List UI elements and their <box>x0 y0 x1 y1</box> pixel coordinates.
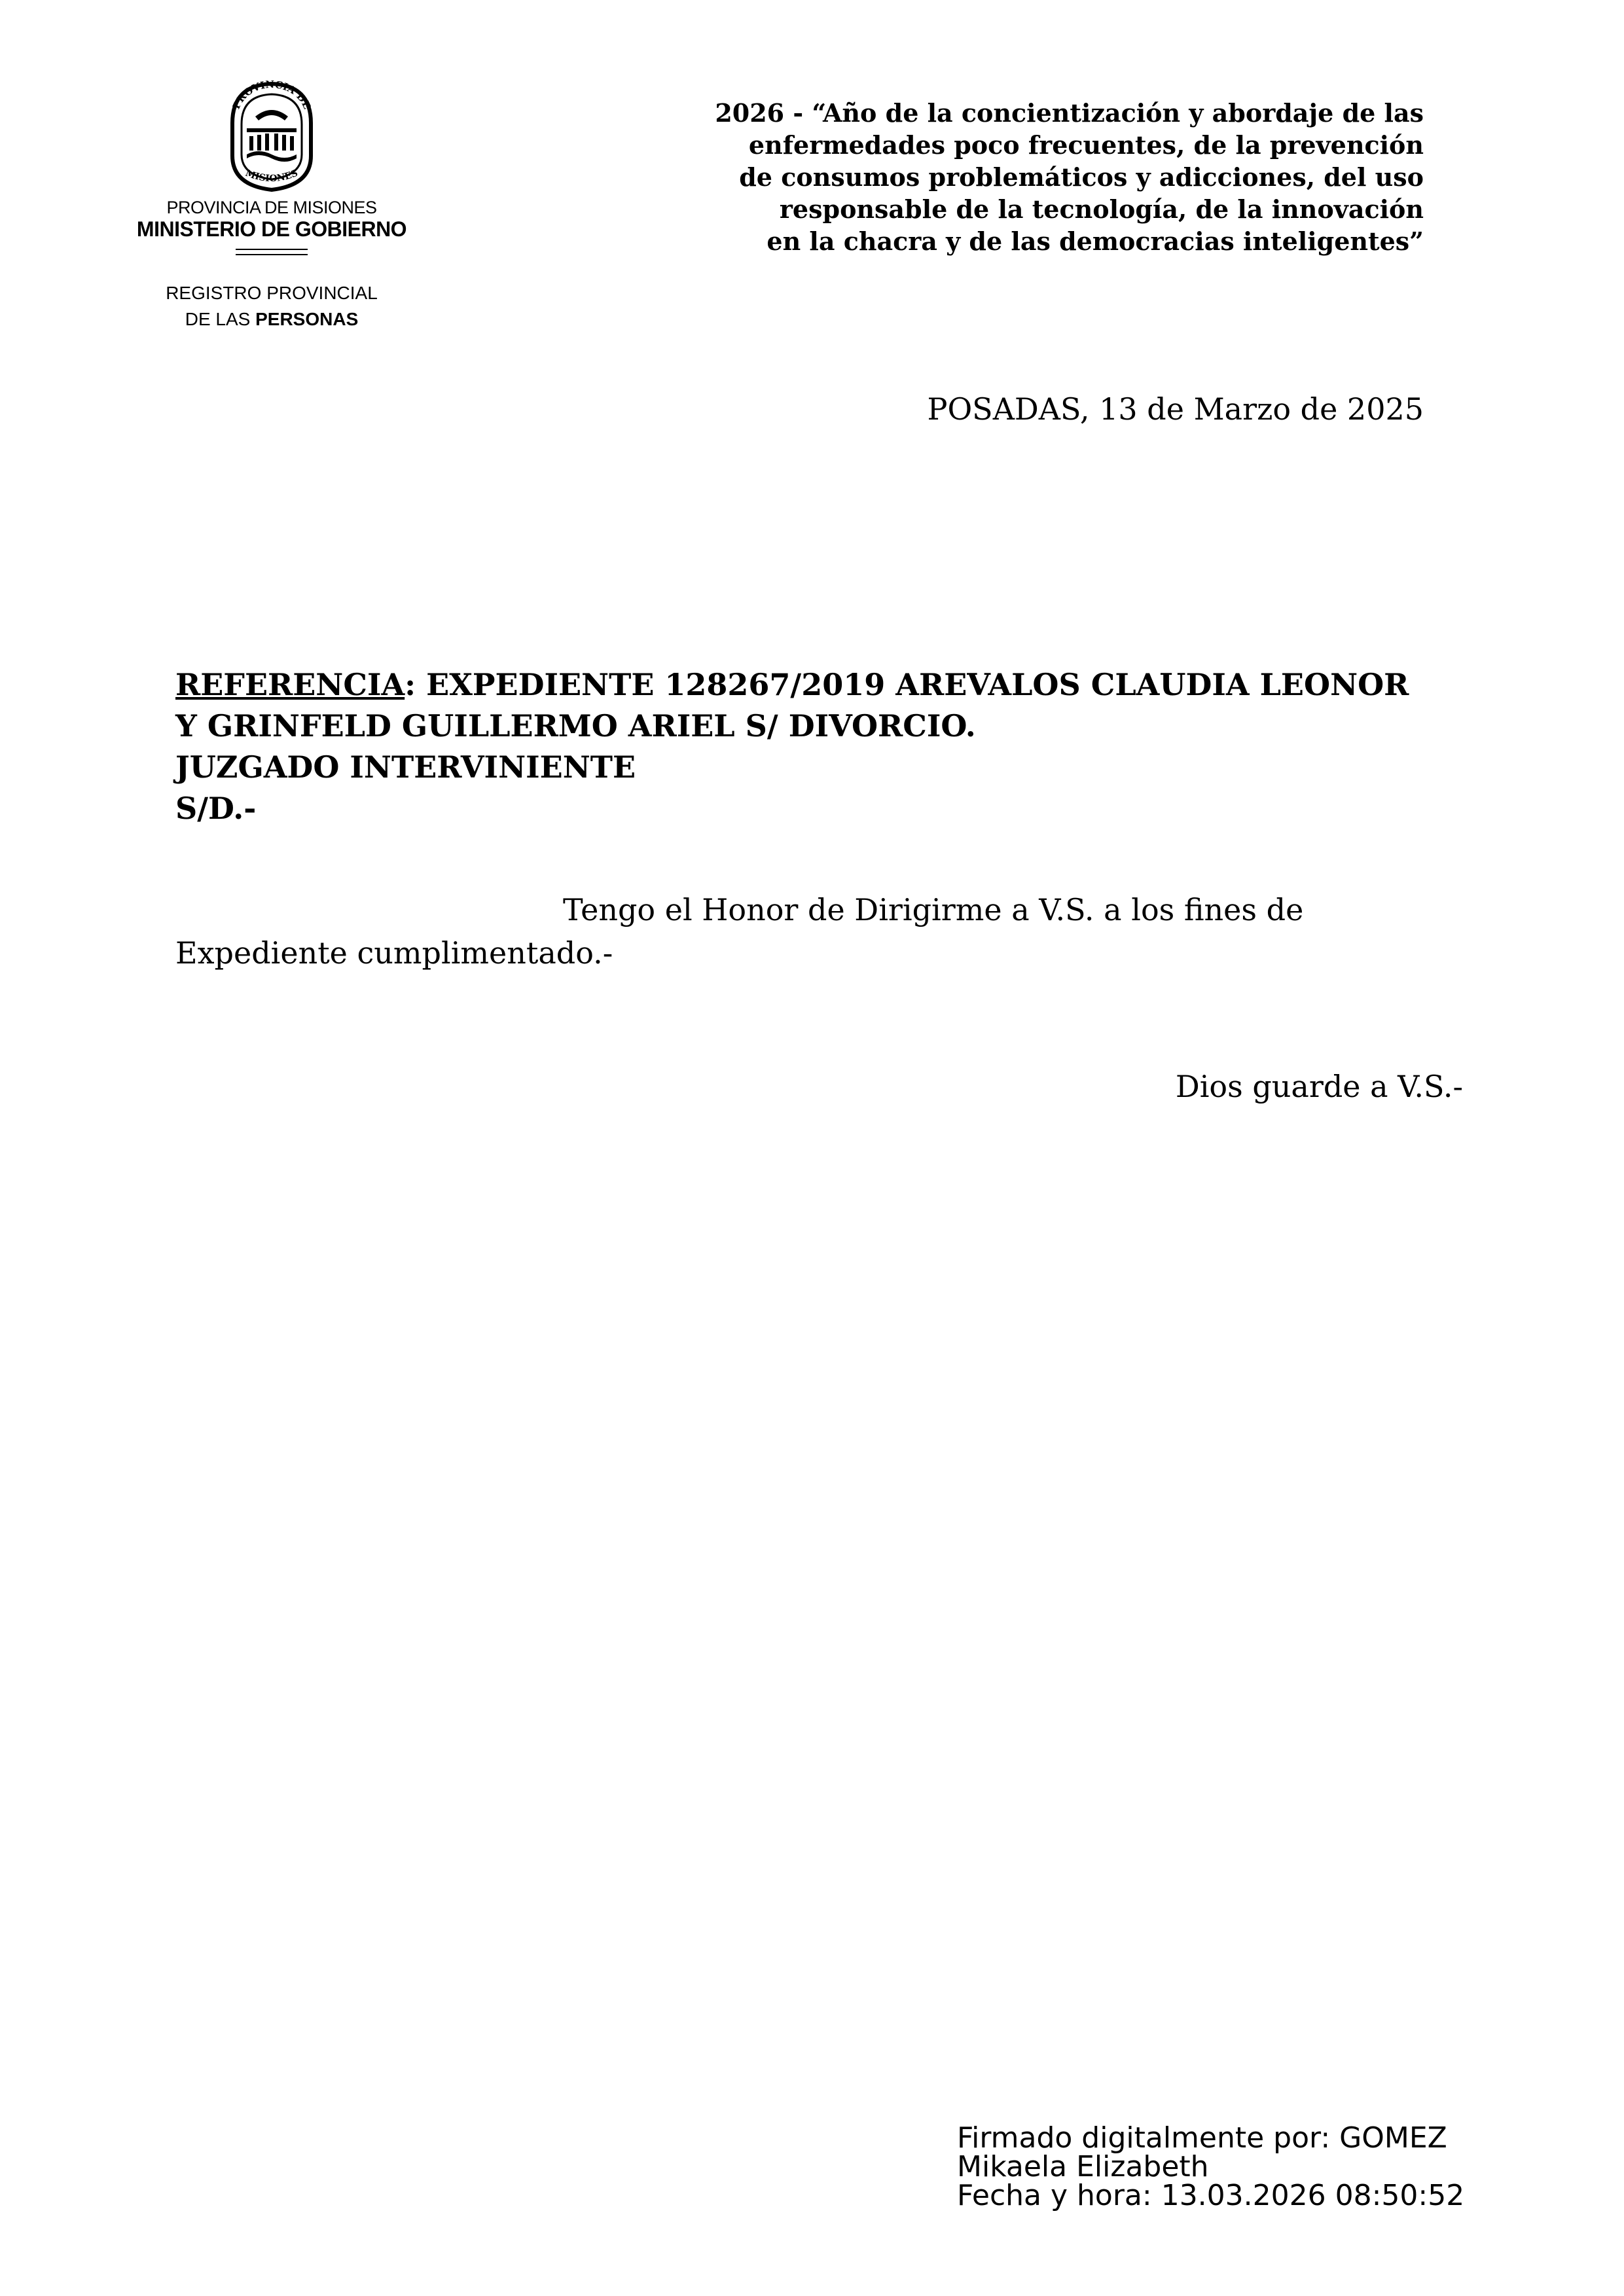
seal-bottom-text: MISIONES <box>244 168 300 185</box>
signature-datetime: Fecha y hora: 13.03.2026 08:50:52 <box>957 2179 1465 2212</box>
reference-block <box>175 664 1458 829</box>
digital-signature <box>957 2121 1546 2212</box>
place-date: POSADAS, 13 de Marzo de 2025 <box>927 391 1424 427</box>
reference-label: REFERENCIA <box>175 667 405 702</box>
svg-text:MISIONES <box>244 168 300 185</box>
body-line-2: Expediente cumplimentado.- <box>175 935 613 971</box>
ministry-divider-2 <box>236 254 308 255</box>
body-line-1: Tengo el Honor de Dirigirme a V.S. a los fines de <box>563 892 1304 927</box>
closing-salutation: Dios guarde a V.S.- <box>1175 1069 1463 1104</box>
motto-line: responsable de la tecnología, de la innovación <box>779 194 1424 224</box>
signature-signer: Firmado digitalmente por: GOMEZ <box>957 2121 1447 2155</box>
ministry-name: MINISTERIO DE GOBIERNO <box>136 217 407 241</box>
provincial-seal-icon <box>219 77 324 195</box>
letter-body <box>175 888 1354 975</box>
seal-top-text: PROVINCIA DE <box>230 78 314 111</box>
province-name: PROVINCIA DE MISIONES <box>166 198 377 217</box>
motto-line: 2026 - “Año de la concientización y abordaje de las <box>715 98 1424 128</box>
motto-line: en la chacra y de las democracias inteligentes” <box>767 226 1424 256</box>
reference-line-2: Y GRINFELD GUILLERMO ARIEL S/ DIVORCIO. <box>175 708 976 744</box>
reference-line-1 <box>175 664 1458 706</box>
year-motto <box>628 97 1424 257</box>
registry-prefix: DE LAS <box>185 309 256 329</box>
motto-line: de consumos problemáticos y adicciones, del uso <box>739 162 1424 192</box>
motto-line: enfermedades poco frecuentes, de la prevención <box>748 130 1424 160</box>
registry-bold: PERSONAS <box>255 309 359 329</box>
registry-name-line1: REGISTRO PROVINCIAL <box>166 283 378 303</box>
ministry-divider <box>236 249 308 250</box>
reference-case: : EXPEDIENTE 128267/2019 AREVALOS CLAUDIA LEONOR <box>405 667 1409 702</box>
registry-name-line2 <box>131 309 412 330</box>
reference-sd: S/D.- <box>175 791 257 826</box>
signature-name: Mikaela Elizabeth <box>957 2150 1209 2183</box>
reference-court: JUZGADO INTERVINIENTE <box>175 749 636 785</box>
